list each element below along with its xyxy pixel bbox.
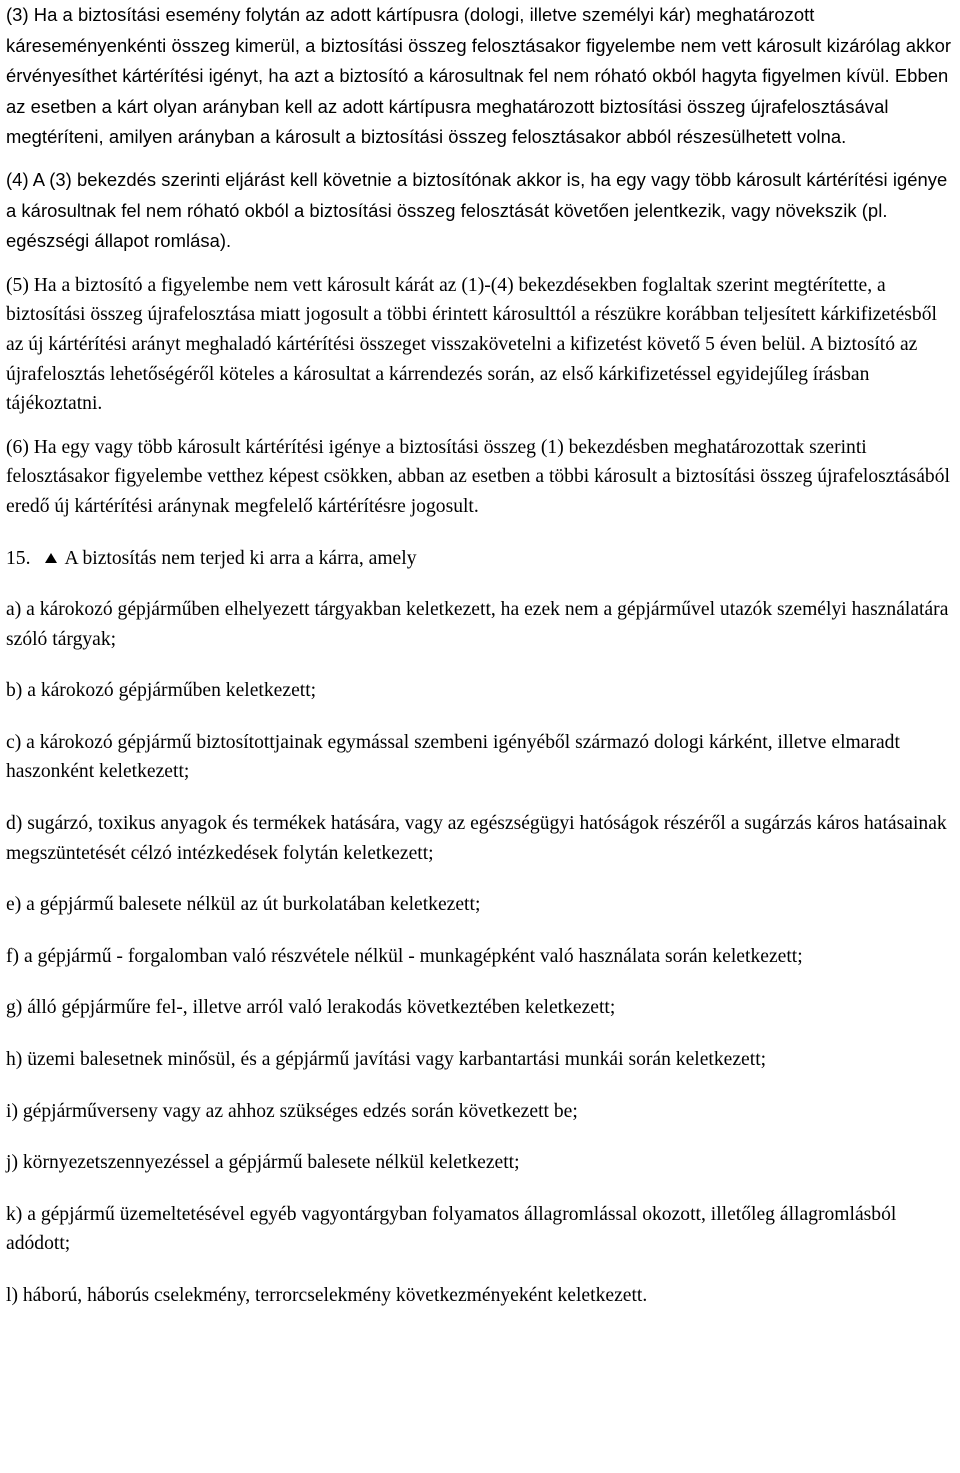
paragraph-5: (5) Ha a biztosító a figyelembe nem vett károsult kárát az (1)-(4) bekezdésekben foglaltak szerint megtérítette, a biztosítási összeg újrafelosztása miatt jogosult a többi érintett károsulttól a részükre korábban teljesített kárkifizetésből az új kártérítési arányt meghaladó kártérítési összeget visszakövetelni a kifizetést követő 5 éven belül. A biztosító az újrafelosztás lehetőségéről köteles a károsultat a kárrendezés során, az első kárkifizetéssel egyidejűleg írásban tájékoztatni.: [6, 274, 937, 415]
paragraph-3: [6, 0, 958, 153]
paragraph-3-part-2: Ebben az esetben a kárt olyan arányban kell az adott kártípusra meghatározott biztosítási összeg újrafelosztásával megtéríteni, amilyen arányban a károsult a biztosítási összeg felosztásakor abból részesülhetett volna.: [6, 65, 949, 148]
list-item-g: g) álló gépjárműre fel-, illetve arról való lerakodás következtében keletkezett;: [6, 997, 616, 1019]
list-item-d: d) sugárzó, toxikus anyagok és termékek hatására, vagy az egészségügyi hatóságok részéről a sugárzás káros hatásainak megszüntetését célzó intézkedések folytán keletkezett;: [6, 813, 947, 864]
list-item-h: h) üzemi balesetnek minősül, és a gépjármű javítási vagy karbantartási munkái során keletkezett;: [6, 1049, 767, 1071]
paragraph-3-part-1: (3) Ha a biztosítási esemény folytán az adott kártípusra (dologi, illetve személyi kár) meghatározott káreseményenkénti összeg kimerül, a biztosítási összeg felosztásakor figyelembe nem vett károsult kizárólag akkor érvényesíthet kártérítési igényt, ha azt a biztosító a károsultnak fel nem róható okból hagyta figyelmen kívül.: [6, 4, 952, 87]
triangle-marker-icon: [45, 553, 57, 563]
list-item-k: k) a gépjármű üzemeltetésével egyéb vagyontárgyban folyamatos állagromlással okozott, illetőleg állagromlásból adódott;: [6, 1203, 897, 1255]
section-title: A biztosítás nem terjed ki arra a kárra, amely: [64, 547, 417, 569]
document-page: [6, 0, 958, 1311]
list-item-l: l) háború, háborús cselekmény, terrorcselekmény következményeként keletkezett.: [6, 1285, 648, 1306]
list-item-c: c) a károkozó gépjármű biztosítottjainak egymással szembeni igényéből származó dologi kárként, illetve elmaradt haszonként keletkezett;: [6, 731, 900, 783]
paragraph-6: (6) Ha egy vagy több károsult kártérítési igénye a biztosítási összeg (1) bekezdésben meghatározottak szerinti felosztásakor figyelembe vetthez képest csökken, abban az esetben a többi károsult a biztosítási összeg újrafelosztásából eredő új kártérítési aránynak megfelelő kártérítésre jogosult.: [6, 436, 950, 517]
section-number: 15.: [6, 547, 31, 569]
paragraph-4: (4) A (3) bekezdés szerinti eljárást kell követnie a biztosítónak akkor is, ha egy vagy több károsult kártérítési igénye a károsultnak fel nem róható okból a biztosítási összeg felosztását követően jelentkezik, vagy növekszik (pl. egészségi állapot romlása).: [6, 168, 948, 252]
list-item-i: i) gépjárműverseny vagy az ahhoz szükséges edzés során következett be;: [6, 1100, 578, 1122]
section-15-heading: [6, 544, 958, 574]
list-item-f: f) a gépjármű - forgalomban való részvétele nélkül - munkagépként való használata során keletkezett;: [6, 945, 803, 967]
list-item-b: b) a károkozó gépjárműben keletkezett;: [6, 680, 317, 702]
list-item-j: j) környezetszennyezéssel a gépjármű balesete nélkül keletkezett;: [6, 1152, 520, 1174]
list-item-e: e) a gépjármű balesete nélkül az út burkolatában keletkezett;: [6, 894, 481, 916]
list-item-a: a) a károkozó gépjárműben elhelyezett tárgyakban keletkezett, ha ezek nem a gépjárművel utazók személyi használatára szóló tárgyak;: [6, 599, 949, 650]
